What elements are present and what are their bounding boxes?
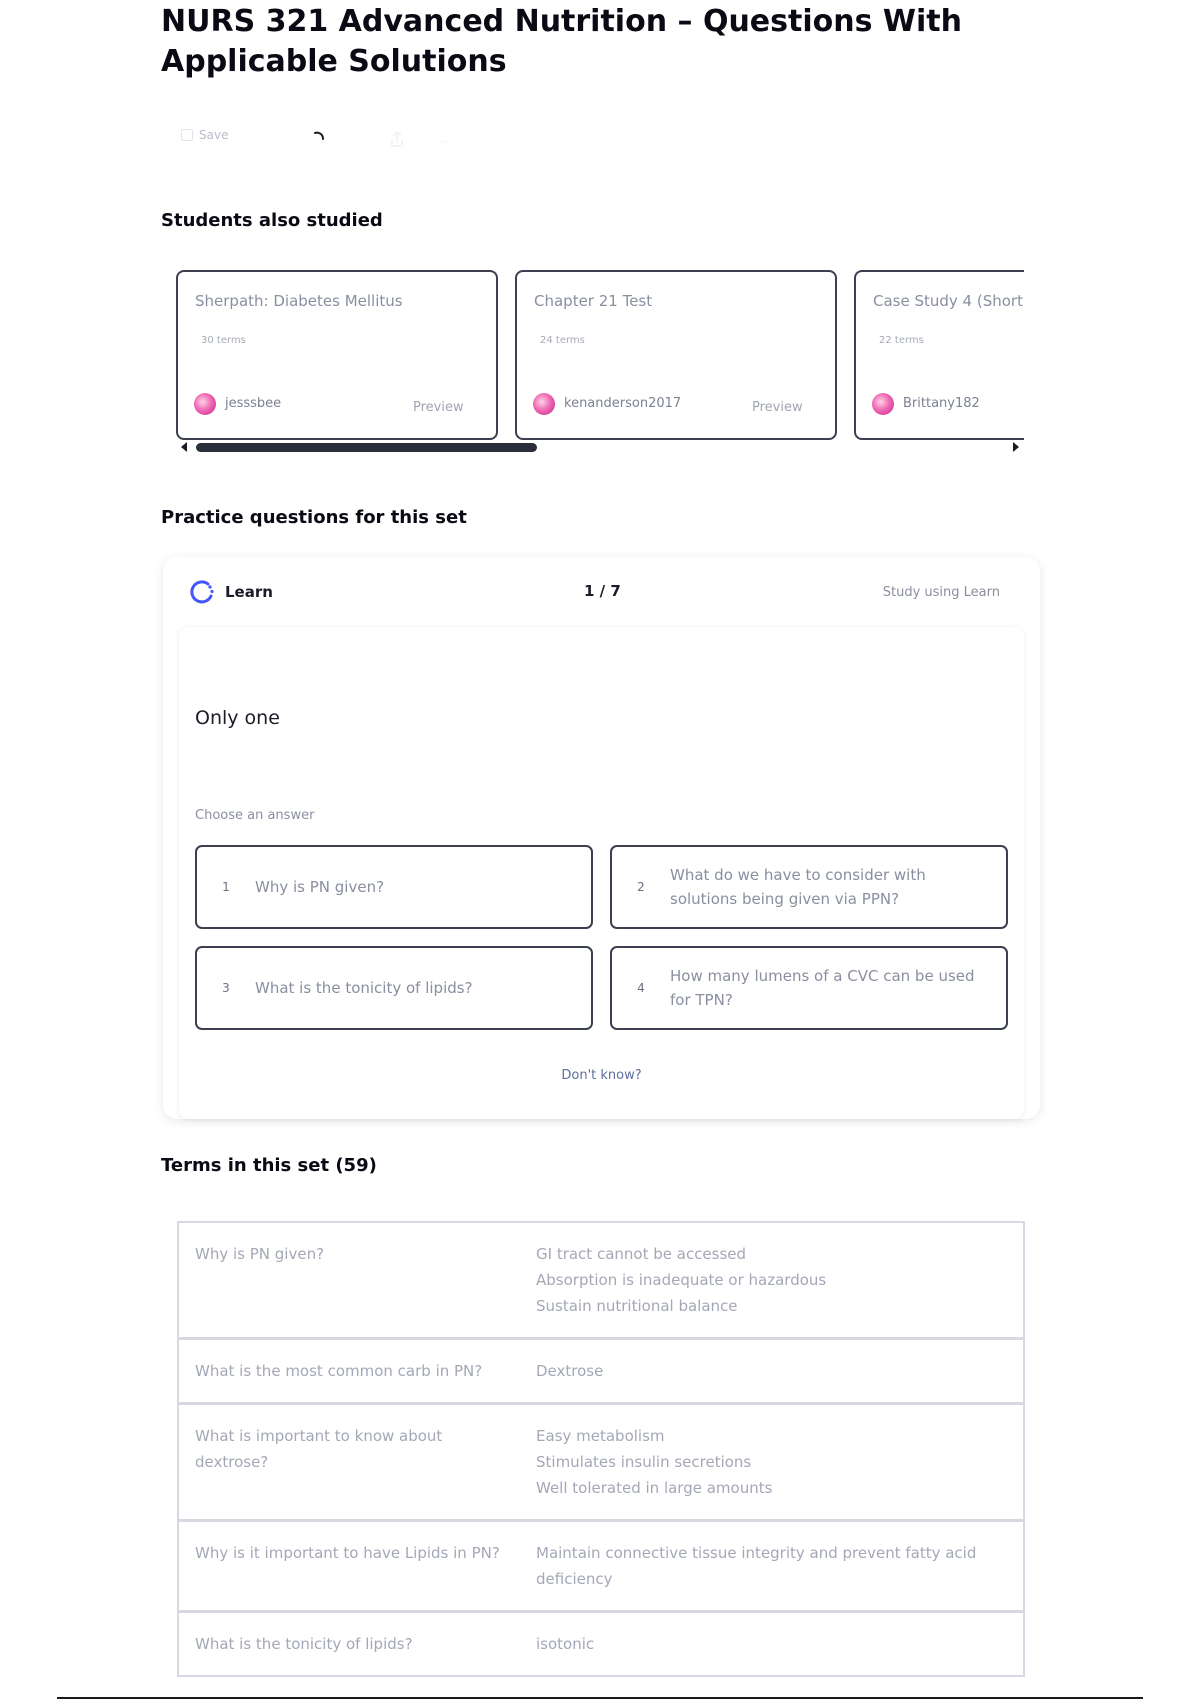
choose-answer-label: Choose an answer bbox=[195, 808, 315, 823]
definition-line: Dextrose bbox=[536, 1362, 604, 1380]
term-definition bbox=[536, 1405, 1023, 1519]
definition-line: GI tract cannot be accessed bbox=[536, 1245, 747, 1263]
term-word: Why is it important to have Lipids in PN? bbox=[195, 1544, 500, 1562]
learn-label: Learn bbox=[225, 583, 273, 601]
card-preview-button[interactable]: Preview bbox=[752, 400, 803, 415]
study-set-card[interactable] bbox=[515, 270, 837, 440]
answer-option[interactable] bbox=[195, 946, 593, 1030]
definition-line: Easy metabolism bbox=[536, 1427, 665, 1445]
definition-line: Maintain connective tissue integrity and prevent fatty acid deficiency bbox=[536, 1544, 977, 1588]
table-row bbox=[179, 1340, 1023, 1405]
avatar bbox=[194, 393, 216, 415]
option-text: Why is PN given? bbox=[255, 878, 385, 896]
term-definition bbox=[536, 1340, 1023, 1402]
term-word: What is the most common carb in PN? bbox=[195, 1362, 483, 1380]
students-also-studied-heading: Students also studied bbox=[161, 210, 383, 231]
practice-panel bbox=[163, 557, 1040, 1119]
study-set-card[interactable] bbox=[176, 270, 498, 440]
term-word: What is the tonicity of lipids? bbox=[195, 1635, 413, 1653]
answer-option[interactable] bbox=[610, 946, 1008, 1030]
card-title: Chapter 21 Test bbox=[534, 292, 653, 310]
share-icon[interactable] bbox=[389, 130, 405, 148]
card-term-count: 30 terms bbox=[201, 335, 246, 346]
card-preview-button[interactable]: Preview bbox=[413, 400, 464, 415]
answer-option[interactable] bbox=[195, 845, 593, 929]
study-set-carousel bbox=[176, 270, 1024, 446]
terms-in-set-heading: Terms in this set (59) bbox=[161, 1155, 377, 1176]
question-card bbox=[179, 627, 1024, 1119]
card-term-count: 22 terms bbox=[879, 335, 924, 346]
save-label: Save bbox=[199, 128, 229, 142]
card-title: Sherpath: Diabetes Mellitus bbox=[195, 292, 403, 310]
more-icon[interactable]: ⋯ bbox=[439, 134, 455, 150]
option-text: How many lumens of a CVC can be used for TPN? bbox=[670, 967, 975, 1009]
term-word: Why is PN given? bbox=[195, 1245, 325, 1263]
term-definition bbox=[536, 1522, 1023, 1610]
option-number: 4 bbox=[637, 981, 645, 995]
page-divider bbox=[57, 1697, 1143, 1699]
question-progress: 1 / 7 bbox=[584, 582, 621, 600]
dont-know-button[interactable]: Don't know? bbox=[561, 1068, 642, 1083]
scroll-left-arrow-icon[interactable] bbox=[181, 442, 187, 452]
table-row bbox=[179, 1613, 1023, 1675]
definition-line: Absorption is inadequate or hazardous bbox=[536, 1271, 827, 1289]
card-username[interactable]: kenanderson2017 bbox=[564, 396, 682, 411]
card-username[interactable]: Brittany182 bbox=[903, 396, 980, 411]
answer-option[interactable] bbox=[610, 845, 1008, 929]
definition-line: Stimulates insulin secretions bbox=[536, 1453, 752, 1471]
study-using-learn-link[interactable]: Study using Learn bbox=[882, 585, 1000, 600]
option-number: 2 bbox=[637, 880, 645, 894]
page-title: NURS 321 Advanced Nutrition – Questions With Applicable Solutions bbox=[161, 4, 962, 79]
card-term-count: 24 terms bbox=[540, 335, 585, 346]
practice-questions-heading: Practice questions for this set bbox=[161, 507, 467, 528]
learn-header bbox=[189, 579, 273, 605]
term-definition bbox=[536, 1223, 1023, 1337]
option-number: 1 bbox=[222, 880, 230, 894]
bookmark-icon bbox=[181, 129, 193, 141]
avatar bbox=[533, 393, 555, 415]
question-prompt: Only one bbox=[195, 707, 280, 729]
option-text: What is the tonicity of lipids? bbox=[255, 979, 473, 997]
option-text: What do we have to consider with solutions being given via PPN? bbox=[670, 866, 926, 908]
table-row bbox=[179, 1223, 1023, 1340]
card-username[interactable]: jesssbee bbox=[225, 396, 282, 411]
terms-table bbox=[177, 1221, 1025, 1677]
term-word: What is important to know about dextrose? bbox=[195, 1427, 443, 1471]
spinner-icon bbox=[309, 128, 329, 148]
avatar bbox=[872, 393, 894, 415]
term-definition bbox=[536, 1613, 1023, 1675]
card-title: Case Study 4 (Short bbox=[873, 292, 1023, 310]
definition-line: Sustain nutritional balance bbox=[536, 1297, 738, 1315]
definition-line: Well tolerated in large amounts bbox=[536, 1479, 773, 1497]
definition-line: isotonic bbox=[536, 1635, 595, 1653]
option-number: 3 bbox=[222, 981, 230, 995]
table-row bbox=[179, 1522, 1023, 1613]
carousel-scrollbar[interactable] bbox=[196, 443, 537, 452]
table-row bbox=[179, 1405, 1023, 1522]
save-button[interactable] bbox=[181, 128, 228, 142]
learn-mode-icon bbox=[189, 579, 215, 605]
toolbar bbox=[181, 124, 481, 154]
study-set-card[interactable] bbox=[854, 270, 1024, 440]
scroll-right-arrow-icon[interactable] bbox=[1013, 442, 1019, 452]
